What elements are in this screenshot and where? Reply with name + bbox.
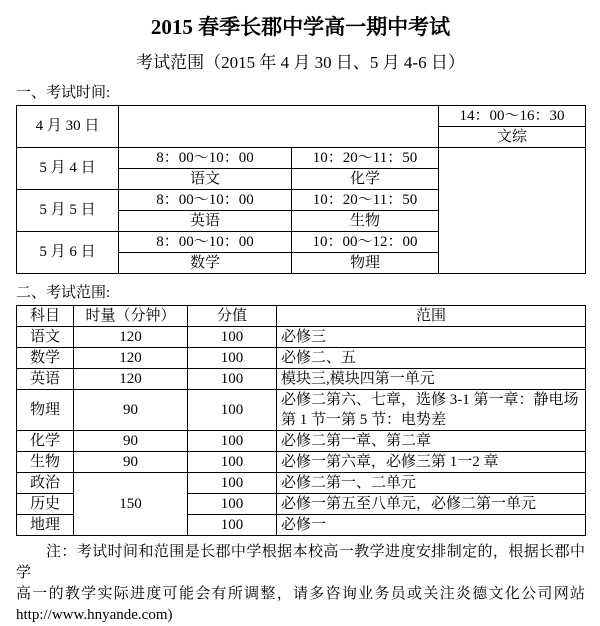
page-title: 2015 春季长郡中学高一期中考试 <box>150 15 451 39</box>
scope-row-chemistry <box>17 431 586 452</box>
scope-score: 100 <box>188 452 277 473</box>
scope-subject: 语文 <box>17 327 74 348</box>
scope-duration: 120 <box>74 348 188 369</box>
schedule-may4-slot1-subject: 语文 <box>119 169 292 190</box>
schedule-date-may5: 5 月 5 日 <box>17 190 119 232</box>
scope-score: 100 <box>188 431 277 452</box>
scope-row-chinese <box>17 327 586 348</box>
scope-subject: 历史 <box>17 494 74 515</box>
scope-header-subject: 科目 <box>17 306 74 327</box>
section-exam-scope-label: 二、考试范围: <box>16 285 111 301</box>
schedule-date-apr30: 4 月 30 日 <box>17 106 119 148</box>
schedule-afternoon-subject: 文综 <box>439 127 586 148</box>
scope-range: 必修三 <box>277 327 586 348</box>
schedule-date-may6: 5 月 6 日 <box>17 232 119 274</box>
scope-header-score: 分值 <box>188 306 277 327</box>
schedule-may6-slot1-subject: 数学 <box>119 253 292 274</box>
exam-schedule-table <box>16 105 586 274</box>
footer-note <box>16 542 585 626</box>
schedule-may5-slot1-subject: 英语 <box>119 211 292 232</box>
scope-score: 100 <box>188 494 277 515</box>
scope-duration: 120 <box>74 369 188 390</box>
schedule-may5-slot2-subject: 生物 <box>292 211 439 232</box>
schedule-row-may4-times <box>17 148 586 169</box>
page-subtitle: 考试范围（2015 年 4 月 30 日、5 月 4-6 日） <box>136 53 465 72</box>
scope-row-politics <box>17 473 586 494</box>
scope-score: 100 <box>188 348 277 369</box>
scope-duration: 90 <box>74 431 188 452</box>
scope-row-physics <box>17 390 586 431</box>
scope-merged-duration: 150 <box>74 473 188 536</box>
scope-row-math <box>17 348 586 369</box>
scope-range: 必修二第一、二单元 <box>277 473 586 494</box>
scope-row-biology <box>17 452 586 473</box>
scope-duration: 120 <box>74 327 188 348</box>
schedule-may4-slot2-time: 10：20～11：50 <box>292 148 439 169</box>
exam-scope-table <box>16 305 586 536</box>
scope-score: 100 <box>188 515 277 536</box>
scope-range: 模块三,模块四第一单元 <box>277 369 586 390</box>
schedule-date-may4: 5 月 4 日 <box>17 148 119 190</box>
scope-header-row <box>17 306 586 327</box>
scope-subject: 物理 <box>17 390 74 431</box>
schedule-empty-right-cell <box>439 148 586 274</box>
scope-header-duration: 时量（分钟） <box>74 306 188 327</box>
schedule-afternoon-time: 14：00～16：30 <box>439 106 586 127</box>
schedule-may5-slot1-time: 8：00～10：00 <box>119 190 292 211</box>
scope-score: 100 <box>188 369 277 390</box>
scope-subject: 化学 <box>17 431 74 452</box>
scope-range: 必修二第一章、第二章 <box>277 431 586 452</box>
scope-subject: 数学 <box>17 348 74 369</box>
schedule-row-apr30 <box>17 106 586 127</box>
scope-subject: 英语 <box>17 369 74 390</box>
scope-range: 必修一第五至八单元，必修二第一单元 <box>277 494 586 515</box>
scope-score: 100 <box>188 473 277 494</box>
scope-header-range: 范围 <box>277 306 586 327</box>
schedule-may6-slot1-time: 8：00～10：00 <box>119 232 292 253</box>
schedule-may6-slot2-time: 10：00～12：00 <box>292 232 439 253</box>
scope-duration: 90 <box>74 390 188 431</box>
scope-score: 100 <box>188 327 277 348</box>
schedule-may4-slot1-time: 8：00～10：00 <box>119 148 292 169</box>
scope-range: 必修一第六章，必修三第 1一2 章 <box>277 452 586 473</box>
footer-note-line-2: 高一的教学实际进度可能会有所调整，请多咨询业务员或关注炎德文化公司网站 <box>16 586 585 602</box>
scope-range: 必修二、五 <box>277 348 586 369</box>
schedule-empty-morning-cell <box>119 106 439 148</box>
footer-note-url: http://www.hnyande.com) <box>16 607 173 623</box>
scope-range: 必修一 <box>277 515 586 536</box>
footer-note-line-1: 注：考试时间和范围是长郡中学根据本校高一教学进度安排制定的，根据长郡中学 <box>16 544 585 581</box>
scope-range: 必修二第六、七章，选修 3-1 第一章：静电场第 1 节一第 5 节：电势差 <box>277 390 586 431</box>
scope-score: 100 <box>188 390 277 431</box>
section-exam-times-label: 一、考试时间: <box>16 85 111 101</box>
scope-row-english <box>17 369 586 390</box>
schedule-may6-slot2-subject: 物理 <box>292 253 439 274</box>
schedule-may5-slot2-time: 10：20～11：50 <box>292 190 439 211</box>
scope-subject: 生物 <box>17 452 74 473</box>
schedule-may4-slot2-subject: 化学 <box>292 169 439 190</box>
scope-duration: 90 <box>74 452 188 473</box>
scope-subject: 地理 <box>17 515 74 536</box>
scope-subject: 政治 <box>17 473 74 494</box>
